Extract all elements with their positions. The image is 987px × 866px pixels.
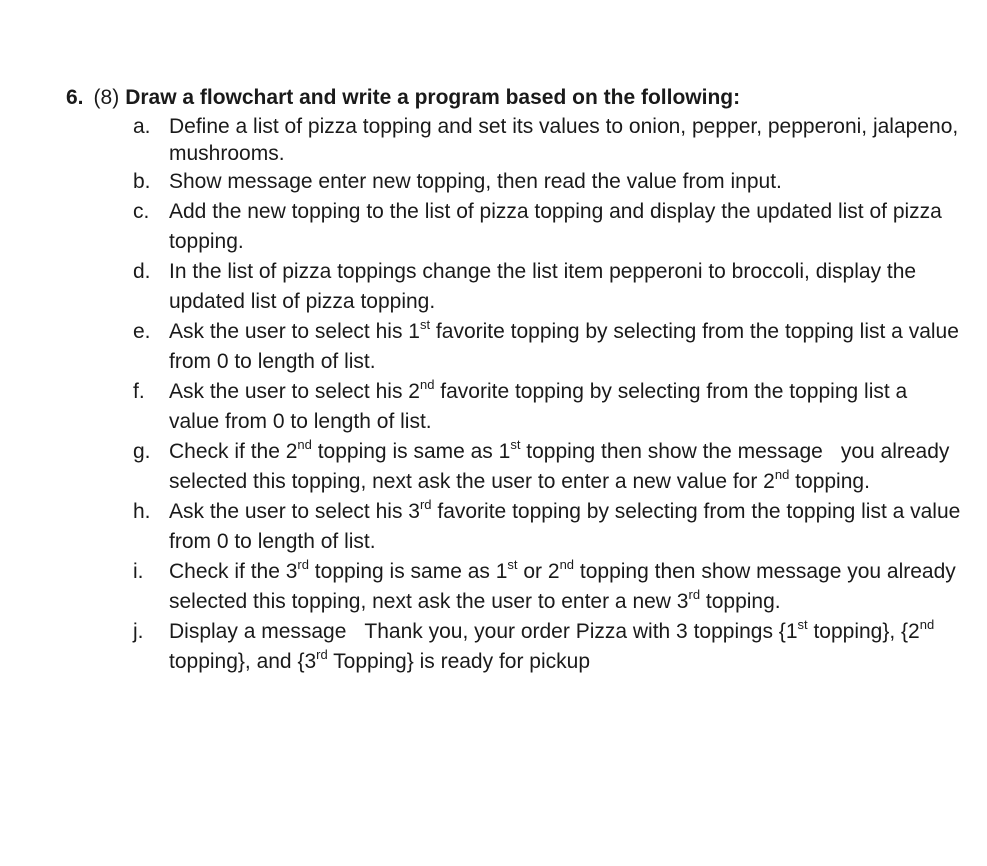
item-marker: i. <box>133 560 144 583</box>
list-item-f <box>133 377 963 437</box>
list-item-h <box>133 497 963 557</box>
item-text: Display a message Thank you, your order Pizza with 3 toppings {1st topping}, {2nd topping}, and {3rd Topping} is ready for pickup <box>169 617 935 673</box>
list-item-b <box>133 167 963 197</box>
instruction-list <box>133 113 963 677</box>
question-number: 6. <box>66 86 84 109</box>
question-title: Draw a flowchart and write a program based on the following: <box>125 86 741 109</box>
list-item-e <box>133 317 963 377</box>
list-item-c <box>133 197 963 257</box>
item-text: Add the new topping to the list of pizza topping and display the updated list of pizza topping. <box>169 200 942 253</box>
list-item-d <box>133 257 963 317</box>
item-text: Ask the user to select his 2nd favorite topping by selecting from the topping list a value from 0 to length of list. <box>169 377 908 433</box>
list-item-i <box>133 557 963 617</box>
item-text: Ask the user to select his 1st favorite topping by selecting from the topping list a value from 0 to length of list. <box>169 317 959 373</box>
item-marker: g. <box>133 440 151 463</box>
list-item-g <box>133 437 963 497</box>
question-heading <box>66 84 740 112</box>
item-marker: d. <box>133 260 151 283</box>
list-item-a <box>133 113 963 167</box>
item-text: Check if the 2nd topping is same as 1st topping then show the message you already selected this topping, next ask the user to enter a new value for 2nd topping. <box>169 437 950 493</box>
item-marker: h. <box>133 500 151 523</box>
item-text: In the list of pizza toppings change the list item pepperoni to broccoli, display the updated list of pizza topping. <box>169 260 917 313</box>
item-marker: a. <box>133 115 151 138</box>
item-text: Check if the 3rd topping is same as 1st or 2nd topping then show message you already selected this topping, next ask the user to enter a new 3rd topping. <box>169 557 956 613</box>
item-marker: b. <box>133 170 151 193</box>
item-text: Define a list of pizza topping and set its values to onion, pepper, pepperoni, jalapeno, mushrooms. <box>169 115 959 165</box>
item-marker: e. <box>133 320 151 343</box>
item-text: Ask the user to select his 3rd favorite topping by selecting from the topping list a value from 0 to length of list. <box>169 497 961 553</box>
item-text: Show message enter new topping, then read the value from input. <box>169 170 782 193</box>
item-marker: c. <box>133 200 150 223</box>
item-marker: j. <box>133 620 144 643</box>
question-points: (8) <box>93 86 120 109</box>
item-marker: f. <box>133 380 145 403</box>
list-item-j <box>133 617 963 677</box>
